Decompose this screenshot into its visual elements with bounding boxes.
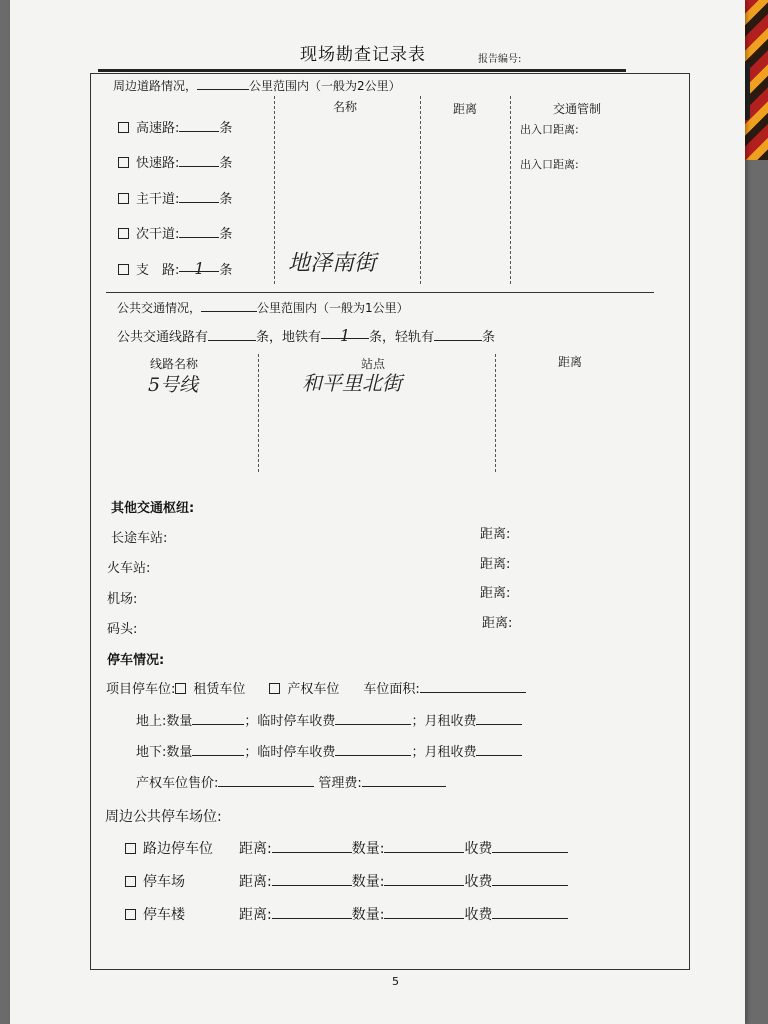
transit-col-distance: 距离 bbox=[558, 355, 583, 369]
public-parking-heading: 周边公共停车场位: bbox=[105, 809, 222, 825]
public-parking-row: 停车场 距离: 数量: 收费 bbox=[125, 871, 568, 891]
roads-divider-2 bbox=[420, 96, 421, 284]
parking-sale-row: 产权车位售价: 管理费: bbox=[136, 772, 446, 791]
underground-parking-row: 地下:数量 ；临时停车收费 ；月租收费 bbox=[136, 741, 522, 760]
road-row: 次干道: 条 bbox=[118, 223, 232, 242]
hub-distance: 距离: bbox=[480, 527, 511, 542]
parking-heading: 停车情况: bbox=[107, 653, 165, 668]
transit-divider-2 bbox=[495, 354, 496, 472]
entrance-distance-2: 出入口距离: bbox=[520, 158, 579, 171]
public-parking-row: 停车楼 距离: 数量: 收费 bbox=[125, 904, 568, 924]
road-row: 高速路: 条 bbox=[118, 117, 232, 136]
roads-divider-1 bbox=[274, 96, 275, 284]
checkbox[interactable] bbox=[125, 876, 136, 887]
transit-lines: 公共交通线路有 条，地铁有 1 条，轻轨有 条 bbox=[117, 326, 496, 345]
form-frame bbox=[90, 73, 690, 970]
hub-distance: 距离: bbox=[482, 616, 513, 631]
section-divider bbox=[106, 292, 654, 293]
roads-col-distance: 距离 bbox=[453, 102, 478, 116]
hub-label: 码头: bbox=[107, 622, 138, 637]
roads-col-name: 名称 bbox=[333, 100, 358, 114]
transit-heading: 公共交通情况， 公里范围内（一般为1公里） bbox=[117, 301, 409, 315]
checkbox[interactable] bbox=[118, 228, 129, 239]
public-parking-row: 路边停车位 距离: 数量: 收费 bbox=[125, 838, 568, 858]
road-row: 支 路: 1 条 bbox=[118, 259, 232, 278]
checkbox[interactable] bbox=[118, 122, 129, 133]
checkbox[interactable] bbox=[125, 909, 136, 920]
roads-heading: 周边道路情况， 公里范围内（一般为2公里） bbox=[113, 79, 401, 93]
ground-parking-row: 地上:数量 ；临时停车收费 ；月租收费 bbox=[136, 710, 522, 729]
transit-col-line: 线路名称 bbox=[150, 357, 199, 371]
entrance-distance-1: 出入口距离: bbox=[520, 123, 579, 136]
handwritten-station: 和平里北街 bbox=[302, 371, 402, 395]
report-number-label: 报告编号: bbox=[478, 54, 522, 65]
road-row: 快速路: 条 bbox=[118, 152, 232, 171]
hub-label: 火车站: bbox=[107, 561, 151, 576]
form-title: 现场勘查记录表 bbox=[300, 45, 426, 65]
hub-label: 机场: bbox=[107, 592, 138, 607]
title-rule bbox=[98, 69, 626, 72]
checkbox[interactable] bbox=[118, 157, 129, 168]
project-parking-row: 项目停车位: 租赁车位 产权车位 车位面积: bbox=[106, 678, 526, 697]
transit-divider-1 bbox=[258, 354, 259, 472]
hubs-heading: 其他交通枢纽: bbox=[111, 501, 195, 516]
form-page bbox=[10, 0, 745, 1024]
page-number: 5 bbox=[392, 975, 399, 988]
checkbox[interactable] bbox=[269, 683, 280, 694]
roads-divider-3 bbox=[510, 96, 511, 284]
handwritten-line-name: 5号线 bbox=[148, 374, 199, 396]
checkbox[interactable] bbox=[175, 683, 186, 694]
checkbox[interactable] bbox=[125, 843, 136, 854]
transit-col-station: 站点 bbox=[361, 357, 386, 371]
hub-distance: 距离: bbox=[480, 586, 511, 601]
checkbox[interactable] bbox=[118, 264, 129, 275]
roads-col-traffic: 交通管制 bbox=[553, 102, 602, 116]
handwritten-road-name: 地泽南街 bbox=[288, 251, 377, 276]
hub-distance: 距离: bbox=[480, 557, 511, 572]
checkbox[interactable] bbox=[118, 193, 129, 204]
hub-label: 长途车站: bbox=[111, 531, 168, 546]
road-row: 主干道: 条 bbox=[118, 188, 232, 207]
